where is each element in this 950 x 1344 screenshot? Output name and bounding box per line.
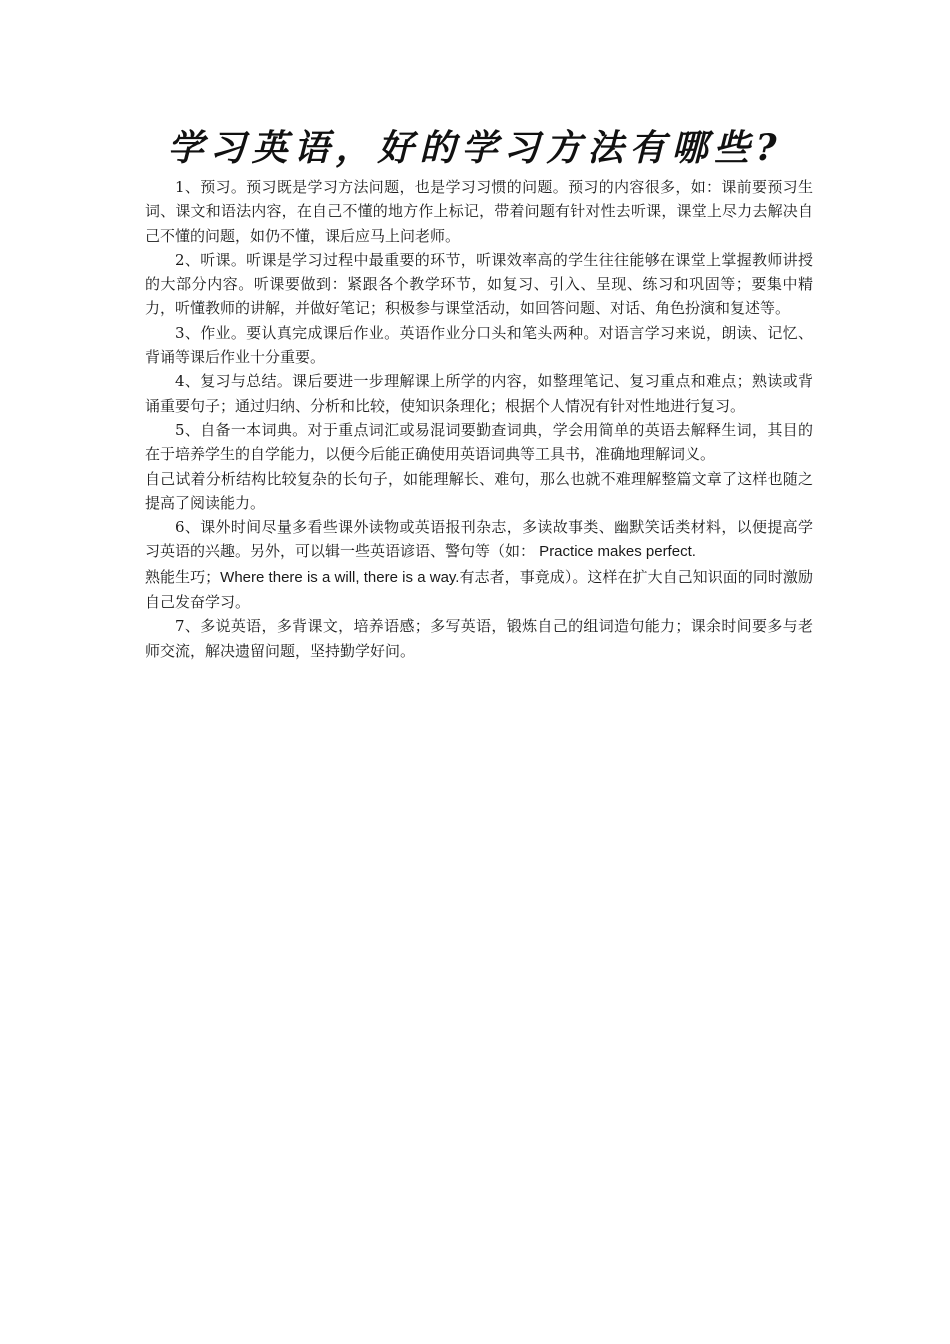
paragraph-extracurricular-text-1: 6、课外时间尽量多看些课外读物或英语报刊杂志，多读故事类、幽默笑话类材料，以便提高学习英语的兴趣。另外，可以辑一些英语谚语、警句等（如：: [145, 518, 813, 561]
document-title: 学习英语，好的学习方法有哪些?: [167, 127, 783, 169]
paragraph-long-sentences: 自己试着分析结构比较复杂的长句子，如能理解长、难句，那么也就不难理解整篇文章了这样也随之提高了阅读能力。: [145, 469, 813, 512]
english-proverb-2: Where there is a will, there is a way.: [220, 568, 460, 586]
paragraph-speaking: 7、多说英语，多背课文，培养语感；多写英语，锻炼自己的组词造句能力；课余时间要多与老师交流，解决遗留问题，坚持勤学好问。: [145, 617, 813, 660]
paragraph-dictionary: 5、自备一本词典。对于重点词汇或易混词要勤查词典，学会用简单的英语去解释生词，其目的在于培养学生的自学能力，以便今后能正确使用英语词典等工具书，准确地理解词义。: [145, 420, 813, 464]
document-body: [145, 175, 813, 663]
paragraph-listening: 2、听课。听课是学习过程中最重要的环节，听课效率高的学生往往能够在课堂上掌握教师讲授的大部分内容。听课要做到：紧跟各个教学环节，如复习、引入、呈现、练习和巩固等；要集中精力，听懂教师的讲解，并做好笔记；积极参与课堂活动，如回答问题、对话、角色扮演和复述等。: [145, 250, 813, 318]
paragraph-review: 4、复习与总结。课后要进一步理解课上所学的内容，如整理笔记、复习重点和难点；熟读或背诵重要句子；通过归纳、分析和比较，使知识条理化；根据个人情况有针对性地进行复习。: [145, 372, 813, 415]
paragraph-extracurricular-text-3: 有志者，事竟成）。这样在扩大自己知识面的同时激励自己发奋学习。: [145, 567, 813, 612]
paragraph-homework: 3、作业。要认真完成课后作业。英语作业分口头和笔头两种。对语言学习来说，朗读、记忆、背诵等课后作业十分重要。: [145, 323, 813, 367]
paragraph-extracurricular-text-2: 熟能生巧；: [145, 567, 221, 586]
paragraph-extracurricular: [145, 515, 813, 614]
english-proverb-1: Practice makes perfect.: [535, 543, 696, 561]
paragraph-preview: 1、预习。预习既是学习方法问题，也是学习习惯的问题。预习的内容很多，如：课前要预习生词、课文和语法内容，在自己不懂的地方作上标记，带着问题有针对性去听课，课堂上尽力去解决自己不懂的问题，如仍不懂，课后应马上问老师。: [145, 178, 813, 245]
